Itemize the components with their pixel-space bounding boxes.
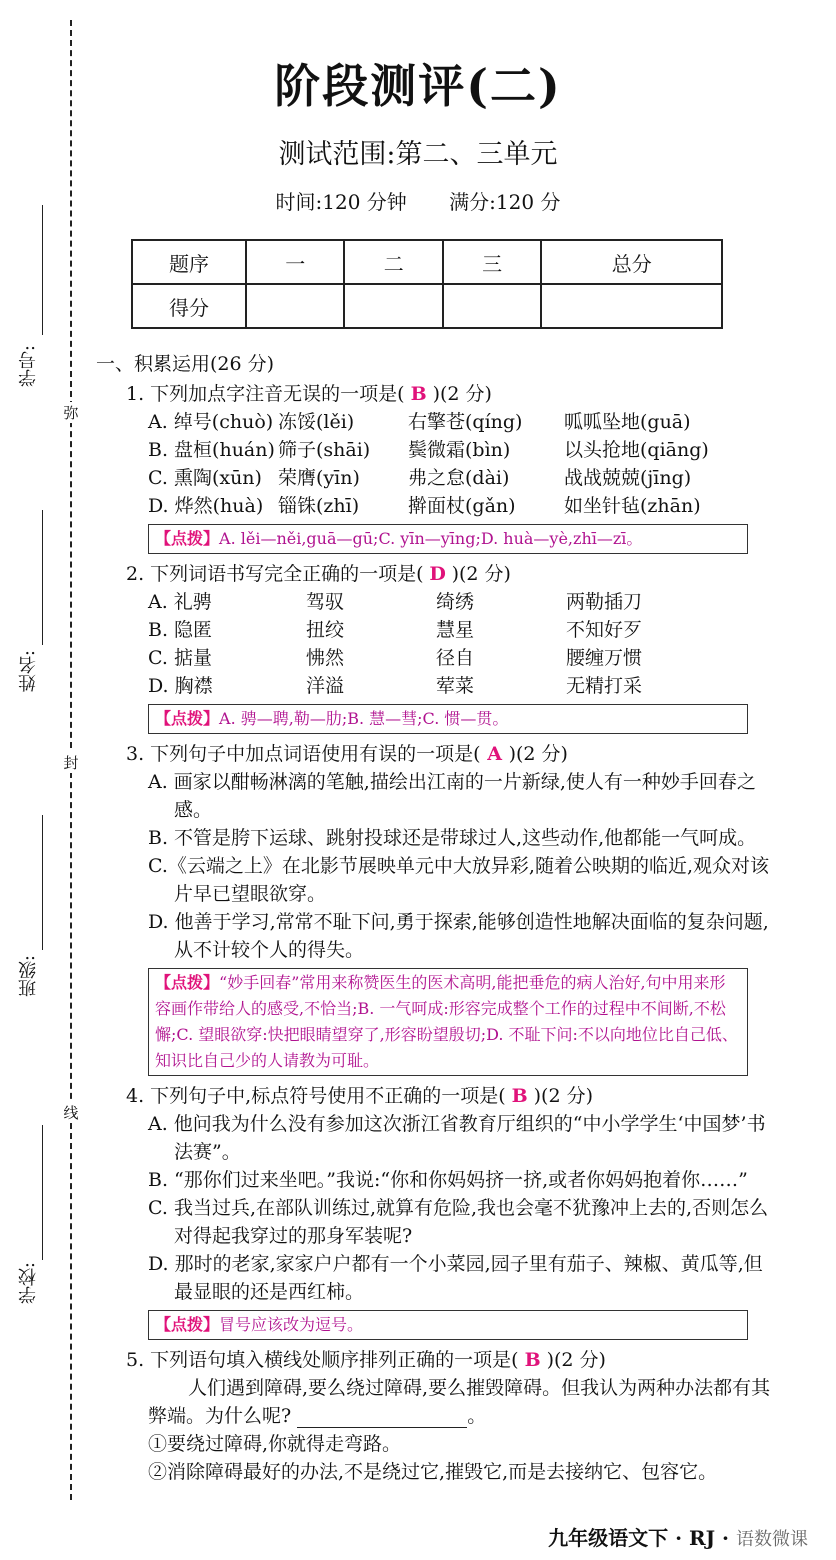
table-cell: 一: [246, 240, 344, 284]
hint-box: 【点拨】A. 骋—聘,勒—肋;B. 慧—彗;C. 惯—贯。: [148, 704, 748, 734]
score-input-cell[interactable]: [246, 284, 344, 328]
school-label: 学校:: [18, 1262, 39, 1305]
option-cell: 荣膺(yīn): [278, 467, 360, 489]
name-label: 姓名:: [18, 650, 39, 693]
option-sentence: A. 画家以酣畅淋漓的笔触,描绘出江南的一片新绿,使人有一种妙手回春之感。: [148, 771, 756, 821]
option-cell: 鬓微霜(bìn): [408, 439, 511, 461]
table-cell: 得分: [132, 284, 246, 328]
option-cell: 不知好歹: [566, 619, 643, 641]
option-cell: 绮绣: [436, 591, 475, 613]
option-cell: B. 隐匿: [148, 619, 213, 641]
question-1: 1. 下列加点字注音无误的一项是( B )(2 分): [126, 380, 776, 408]
option-cell: 冻馁(lěi): [278, 411, 355, 433]
option-cell: 洋溢: [306, 675, 345, 697]
question-1-options: [148, 408, 776, 520]
student-id-label: 学号:: [18, 345, 39, 388]
class-label: 班级:: [18, 955, 39, 998]
statement-1: ①要绕过障碍,你就得走弯路。: [148, 1433, 402, 1455]
option-cell: 腰缠万惯: [566, 647, 643, 669]
table-cell: 三: [443, 240, 541, 284]
option-cell: 如坐针毡(zhān): [564, 495, 701, 517]
school-line: [42, 1125, 43, 1260]
fill-blank[interactable]: [297, 1407, 467, 1428]
question-2-options: [148, 588, 776, 700]
question-2: 2. 下列词语书写完全正确的一项是( D )(2 分): [126, 560, 776, 588]
footer-label: 九年级语文下 · RJ ·: [548, 1526, 730, 1550]
option-cell: D. 胸襟: [148, 675, 213, 697]
answer-mark: B: [524, 1349, 541, 1371]
option-cell: 呱呱坠地(guā): [564, 411, 691, 433]
table-cell: 题序: [132, 240, 246, 284]
question-area: [96, 350, 776, 1486]
option-cell: 擀面杖(gǎn): [408, 495, 516, 517]
option-cell: 弗之怠(dài): [408, 467, 510, 489]
score-table-score-row: [132, 284, 722, 328]
option-cell: 驾驭: [306, 591, 345, 613]
option-cell: 锱铢(zhī): [278, 495, 360, 517]
table-cell: 二: [344, 240, 442, 284]
question-5: 5. 下列语句填入横线处顺序排列正确的一项是( B )(2 分): [126, 1346, 776, 1374]
time-and-score: [0, 186, 836, 215]
section-heading: 一、积累运用(26 分): [96, 353, 275, 375]
option-cell: 怫然: [306, 647, 345, 669]
hint-box: 【点拨】“妙手回春”常用来称赞医生的医术高明,能把垂危的病人治好,句中用来形容画作带给人的感受,不恰当;B. 一气呵成:形容完成整个工作的过程中不间断,不松懈;C. 望眼欲穿:快把眼睛望穿了,形容盼望殷切;D. 不耻下问:不以向地位比自己低、知识比自己少的人请教为可耻。: [148, 968, 748, 1076]
hint-box: 【点拨】冒号应该改为逗号。: [148, 1310, 748, 1340]
option-cell: 两勒插刀: [566, 591, 643, 613]
option-sentence: B. “那你们过来坐吧。”我说:“你和你妈妈挤一挤,或者你妈妈抱着你……”: [148, 1169, 748, 1191]
option-cell: A. 礼骋: [148, 591, 212, 613]
option-cell: 右擎苍(qíng): [408, 411, 523, 433]
option-cell: C. 掂量: [148, 647, 212, 669]
answer-mark: D: [429, 563, 446, 585]
score-input-cell[interactable]: [541, 284, 722, 328]
score-input-cell[interactable]: [344, 284, 442, 328]
answer-mark: B: [410, 383, 427, 405]
option-sentence: D. 那时的老家,家家户户都有一个小菜园,园子里有茄子、辣椒、黄瓜等,但最显眼的还是西红柿。: [148, 1253, 763, 1303]
time-limit: 时间:120 分钟: [275, 190, 407, 214]
option-cell: 无精打采: [566, 675, 643, 697]
option-sentence: C.《云端之上》在北影节展映单元中大放异彩,随着公映期的临近,观众对该片早已望眼欲穿。: [148, 855, 769, 905]
option-cell: 以头抢地(qiāng): [564, 439, 709, 461]
answer-mark: A: [487, 743, 502, 765]
seal-char-mi: 弥: [60, 402, 82, 423]
option-cell: B. 盘桓(huán): [148, 439, 275, 461]
student-id-line: [42, 205, 43, 335]
statement-2: ②消除障碍最好的办法,不是绕过它,摧毁它,而是去接纳它、包容它。: [148, 1461, 718, 1483]
score-table: [131, 239, 723, 329]
option-sentence: D. 他善于学习,常常不耻下问,勇于探索,能够创造性地解决面临的复杂问题,从不计较个人的得失。: [148, 911, 769, 961]
option-sentence: C. 我当过兵,在部队训练过,就算有危险,我也会毫不犹豫冲上去的,否则怎么对得起我穿过的那身军装呢?: [148, 1197, 769, 1247]
watermark: 语数微课: [736, 1529, 808, 1550]
question-3: 3. 下列句子中加点词语使用有误的一项是( A )(2 分): [126, 740, 776, 768]
option-cell: C. 熏陶(xūn): [148, 467, 262, 489]
option-cell: 战战兢兢(jīng): [564, 467, 692, 489]
page-title: 阶段测评(二): [274, 59, 562, 113]
score-table-header-row: [132, 240, 722, 284]
option-cell: A. 绰号(chuò): [148, 411, 274, 433]
option-sentence: B. 不管是胯下运球、跳射投球还是带球过人,这些动作,他都能一气呵成。: [148, 827, 757, 849]
option-sentence: A. 他问我为什么没有参加这次浙江省教育厅组织的“中小学学生‘中国梦’书法赛”。: [148, 1113, 766, 1163]
option-cell: 筛子(shāi): [278, 439, 371, 461]
option-cell: 扭绞: [306, 619, 345, 641]
answer-mark: B: [511, 1085, 528, 1107]
full-score: 满分:120 分: [449, 190, 561, 214]
option-cell: 径自: [436, 647, 475, 669]
option-cell: D. 烨然(huà): [148, 495, 264, 517]
seal-char-xian: 线: [60, 1102, 82, 1123]
question-4: 4. 下列句子中,标点符号使用不正确的一项是( B )(2 分): [126, 1082, 776, 1110]
page-footer: [548, 1522, 808, 1551]
seal-char-feng: 封: [60, 752, 82, 773]
option-cell: 慧星: [436, 619, 475, 641]
passage-text: 人们遇到障碍,要么绕过障碍,要么摧毁障碍。但我认为两种办法都有其弊端。为什么呢? 。: [148, 1377, 771, 1427]
name-line: [42, 510, 43, 645]
table-cell: 总分: [541, 240, 722, 284]
binding-margin: [0, 0, 80, 1560]
class-line: [42, 815, 43, 950]
test-scope: 测试范围:第二、三单元: [278, 139, 558, 170]
option-cell: 荤菜: [436, 675, 475, 697]
hint-box: 【点拨】A. lěi—něi,guā—gū;C. yīn—yīng;D. huà—yè,zhī—zī。: [148, 524, 748, 554]
score-input-cell[interactable]: [443, 284, 541, 328]
